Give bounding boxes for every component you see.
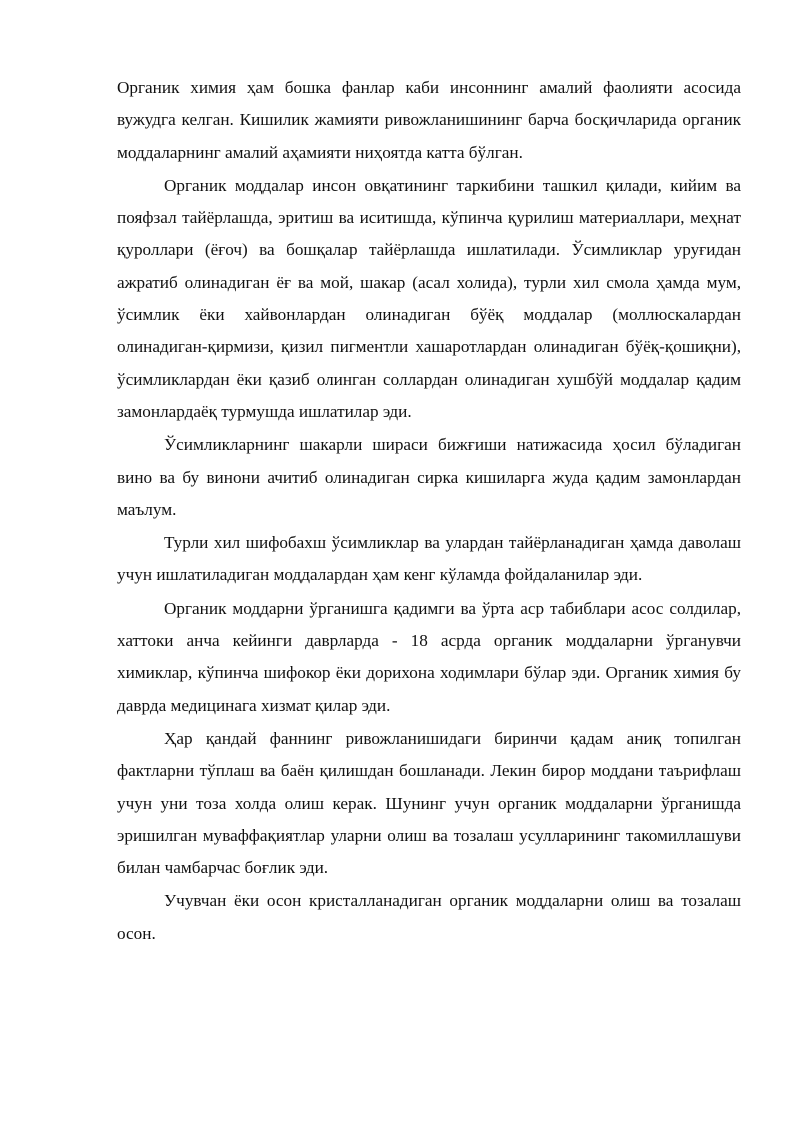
paragraph-7: Учувчан ёки осон кристалланадиган органик моддаларни олиш ва тозалаш осон. <box>117 891 741 943</box>
paragraph-5: Органик моддарни ўрганишга қадимги ва ўрта аср табиблари асос солдилар, хаттоки анча кейинги даврларда - 18 асрда органик моддаларни ўрганувчи химиклар, кўпинча шифокор ёки дорихона ходимлари бўлар эди. Органик химия бу даврда медицинага хизмат қилар эди. <box>117 598 741 715</box>
paragraph-6: Ҳар қандай фаннинг ривожланишидаги биринчи қадам аниқ топилган фактларни тўплаш ва баён қилишдан бошланади. Лекин бирор моддани таърифлаш учун уни тоза холда олиш керак. Шунинг учун органик моддаларни ўрганишда эришилган муваффақиятлар уларни олиш ва тозалаш усулларининг такомиллашуви билан чамбарчас боғлик эди. <box>117 728 741 878</box>
paragraph-2: Органик моддалар инсон овқатининг таркибини ташкил қилади, кийим ва пояфзал тайёрлашда, эритиш ва иситишда, кўпинча қурилиш материаллари, меҳнат қуроллари (ёғоч) ва бошқалар тайёрлашда ишлатилади. Ўсимликлар уруғидан ажратиб олинадиган ёғ ва мой, шакар (асал холида), турли хил смола ҳамда мум, ўсимлик ёки хайвонлардан олинадиган бўёқ моддалар (моллюскалардан олинадиган-қирмизи, қизил пигментли хашаротлардан олинадиган бўёқ-қошиқни), ўсимликлардан ёки қазиб олинган соллардан олинадиган хушбўй моддалар қадим замонлардаёқ турмушда ишлатилар эди. <box>117 175 741 421</box>
paragraph-4: Турли хил шифобахш ўсимликлар ва улардан тайёрланадиган ҳамда даволаш учун ишлатиладиган моддалардан ҳам кенг кўламда фойдаланилар эди. <box>117 533 741 585</box>
paragraph-3: Ўсимликларнинг шакарли шираси бижғиши натижасида ҳосил бўладиган вино ва бу винони ачитиб олинадиган сирка кишиларга жуда қадим замонлардан маълум. <box>117 435 741 519</box>
paragraph-1: Органик химия ҳам бошка фанлар каби инсоннинг амалий фаолияти асосида вужудга келган. Кишилик жамияти ривожланишининг барча босқичларида органик моддаларнинг амалий аҳамияти ниҳоятда катта бўлган. <box>117 78 741 162</box>
document-body <box>117 72 741 951</box>
